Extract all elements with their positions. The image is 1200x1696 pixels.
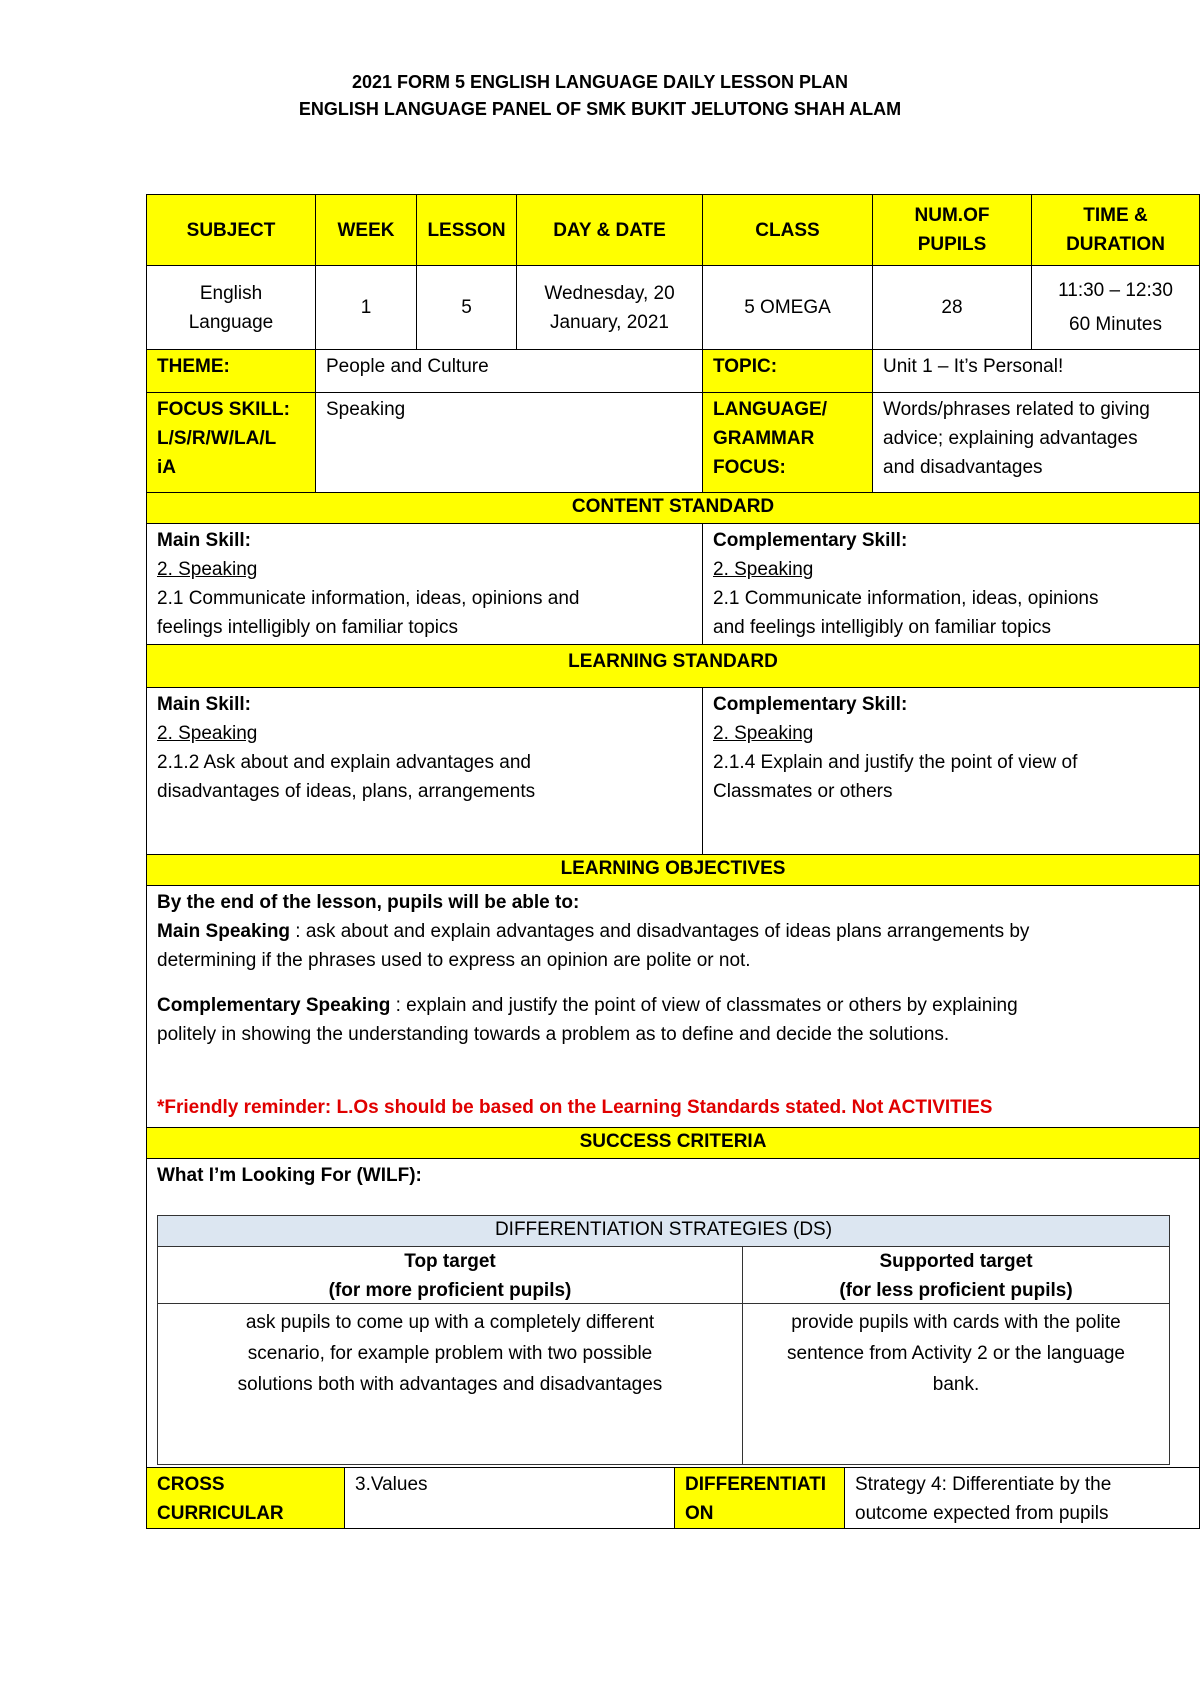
doc-title: 2021 FORM 5 ENGLISH LANGUAGE DAILY LESSON PLAN <box>351 72 849 92</box>
class-header: CLASS <box>702 194 873 266</box>
focus-skill-value: Speaking <box>315 392 703 493</box>
doc-subtitle: ENGLISH LANGUAGE PANEL OF SMK BUKIT JELUTONG SHAH ALAM <box>298 99 902 119</box>
top-target-text: ask pupils to come up with a completely different scenario, for example problem with two possible solutions both with advantages and disadvantages <box>157 1303 743 1465</box>
content-complementary-skill: Complementary Skill: 2. Speaking 2.1 Communicate information, ideas, opinions and feelings intelligibly on familiar topics <box>702 523 1200 645</box>
success-criteria-title: SUCCESS CRITERIA <box>146 1127 1200 1159</box>
learning-main-skill: Main Skill: 2. Speaking 2.1.2 Ask about and explain advantages and disadvantages of ideas, plans, arrangements <box>146 687 703 855</box>
supported-target-text: provide pupils with cards with the polite sentence from Activity 2 or the language bank. <box>742 1303 1170 1465</box>
grammar-focus-value: Words/phrases related to giving advice; explaining advantages and disadvantages <box>872 392 1200 493</box>
week-header: WEEK <box>315 194 417 266</box>
cross-curricular-value: 3.Values <box>344 1467 675 1529</box>
theme-label: THEME: <box>146 349 316 393</box>
learning-standard-title: LEARNING STANDARD <box>146 644 1200 688</box>
week-value: 1 <box>315 265 417 350</box>
pupils-header: NUM.OF PUPILS <box>872 194 1032 266</box>
cross-curricular-label: CROSS CURRICULAR <box>146 1467 345 1529</box>
theme-value: People and Culture <box>315 349 703 393</box>
focus-skill-label: FOCUS SKILL: L/S/R/W/LA/L iA <box>146 392 316 493</box>
topic-label: TOPIC: <box>702 349 873 393</box>
ds-title: DIFFERENTIATION STRATEGIES (DS) <box>157 1215 1170 1247</box>
content-main-skill: Main Skill: 2. Speaking 2.1 Communicate information, ideas, opinions and feelings intelligibly on familiar topics <box>146 523 703 645</box>
differentiation-value: Strategy 4: Differentiate by the outcome expected from pupils <box>844 1467 1200 1529</box>
content-standard-title: CONTENT STANDARD <box>146 492 1200 524</box>
lesson-value: 5 <box>416 265 517 350</box>
learning-complementary-skill: Complementary Skill: 2. Speaking 2.1.4 Explain and justify the point of view of Classmates or others <box>702 687 1200 855</box>
date-header: DAY & DATE <box>516 194 703 266</box>
grammar-focus-label: LANGUAGE/ GRAMMAR FOCUS: <box>702 392 873 493</box>
date-value: Wednesday, 20 January, 2021 <box>516 265 703 350</box>
supported-target-header: Supported target (for less proficient pupils) <box>742 1246 1170 1304</box>
class-value: 5 OMEGA <box>702 265 873 350</box>
time-header: TIME & DURATION <box>1031 194 1200 266</box>
friendly-reminder: *Friendly reminder: L.Os should be based on the Learning Standards stated. Not ACTIVITIES <box>157 1097 993 1118</box>
wilf-label: What I’m Looking For (WILF): <box>157 1165 422 1186</box>
top-target-header: Top target (for more proficient pupils) <box>157 1246 743 1304</box>
learning-objectives-title: LEARNING OBJECTIVES <box>146 854 1200 886</box>
learning-objectives-body: By the end of the lesson, pupils will be able to: Main Speaking : ask about and explain advantages and disadvantages of ideas plans arrangements by determining if the phrases used to express an opinion are polite or not. Complementary Speaking : explain and justify the point of view of classmates or others by explaining politely in showing the understanding towards a problem as to define and decide the solutions. *Friendly reminder: L.Os should be based on the Learning Standards stated. Not ACTIVITIES <box>146 885 1200 1128</box>
subject-header: SUBJECT <box>146 194 316 266</box>
pupils-value: 28 <box>872 265 1032 350</box>
differentiation-label: DIFFERENTIATI ON <box>674 1467 845 1529</box>
subject-value: English Language <box>146 265 316 350</box>
topic-value: Unit 1 – It’s Personal! <box>872 349 1200 393</box>
time-value: 11:30 – 12:30 60 Minutes <box>1031 265 1200 350</box>
lesson-header: LESSON <box>416 194 517 266</box>
